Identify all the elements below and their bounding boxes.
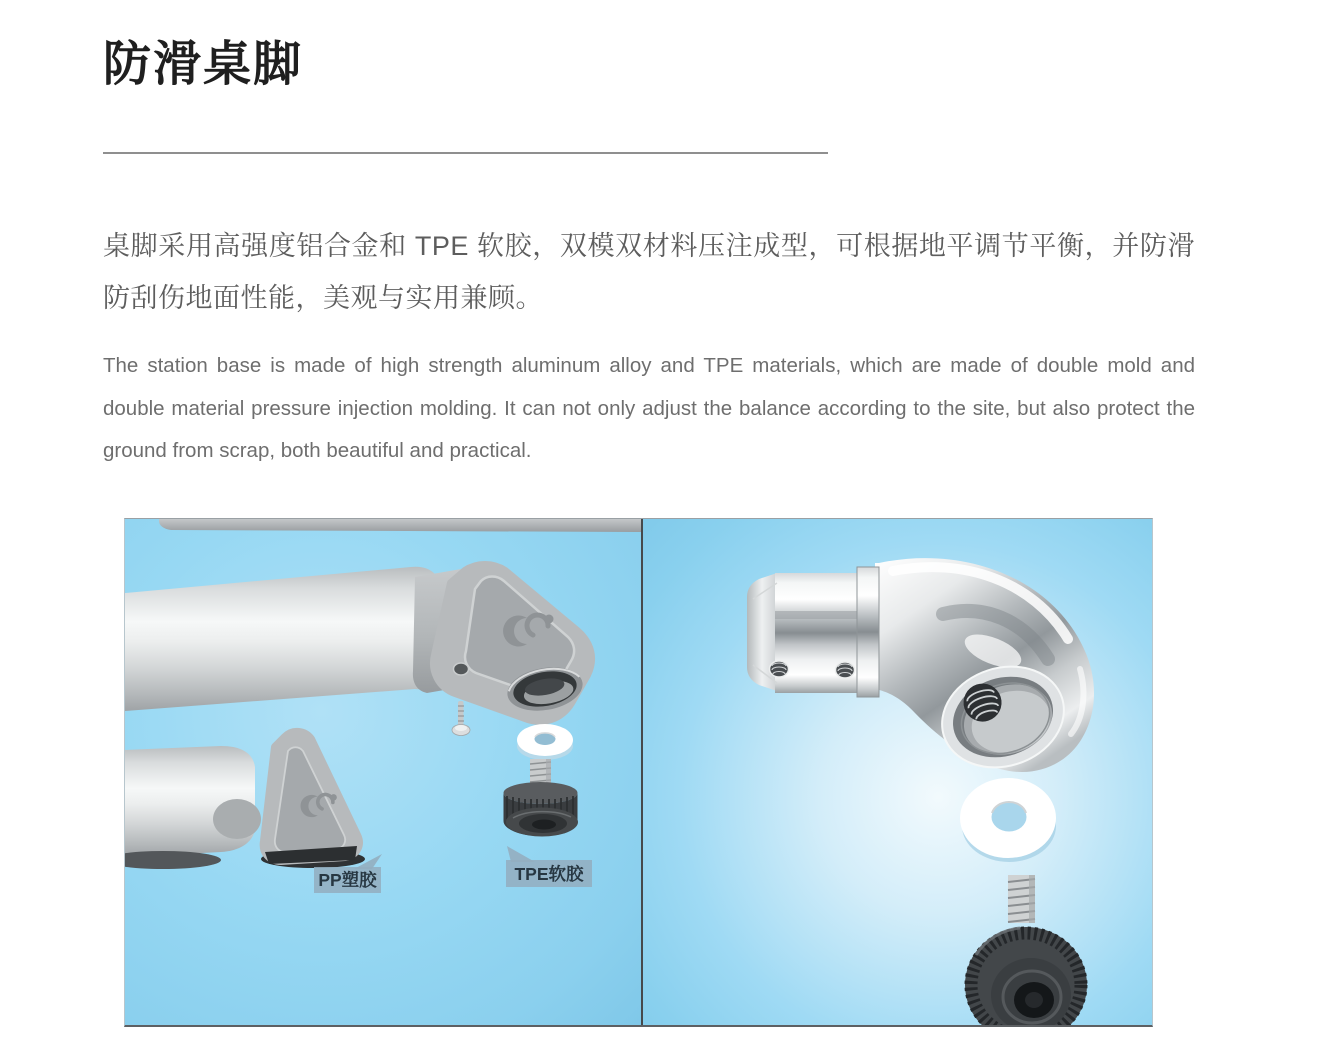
clamp-cylinder <box>747 567 879 697</box>
product-figure <box>124 518 1153 1027</box>
title-divider <box>103 152 828 154</box>
right-product-image <box>643 519 1152 1025</box>
washer <box>960 778 1056 862</box>
bracket-screw-hole <box>454 663 469 675</box>
intro-paragraph-zh: 桌脚采用高强度铝合金和 TPE 软胶，双模双材料压注成型，可根据地平调节平衡，并防滑防刮伤地面性能，美观与实用兼顾。 <box>103 231 1195 313</box>
intro-paragraph-en: The station base is made of high strength aluminum alloy and TPE materials, which are made of double mold and double material pressure injection molding. It can not only adjust the balance according to the site, but also protect the ground from scrap, both beautiful and practical. <box>103 354 1195 462</box>
washer <box>517 724 573 760</box>
page-title: 防滑桌脚 <box>103 38 304 91</box>
desk-edge <box>159 519 641 532</box>
side-screw-hole <box>770 661 789 677</box>
label-tpe-text: TPE软胶 <box>514 864 584 884</box>
side-screw-hole <box>836 662 855 678</box>
left-product-image <box>125 519 641 1025</box>
label-pp-text: PP塑胶 <box>318 870 377 890</box>
